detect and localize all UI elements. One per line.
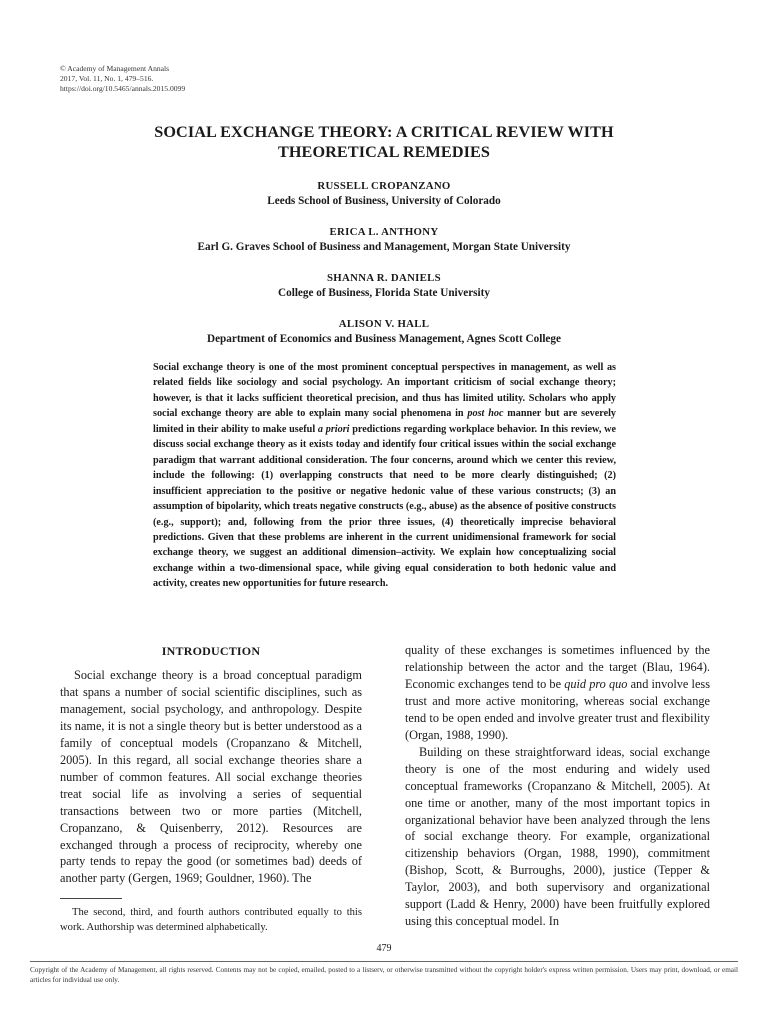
- emphasis-post-hoc: post hoc: [467, 408, 504, 420]
- author-name: ALISON V. HALL: [338, 318, 430, 330]
- author-affiliation: Leeds School of Business, University of Colorado: [267, 195, 501, 207]
- intro-paragraph-continued: quality of these exchanges is sometimes influenced by the relationship between the actor and the target (Blau, 1964). Economic exchanges tend to be quid pro quo and involve less trust and more active monitoring, whereas social exchange tend to be open ended and involve greater trust and flexibility (Organ, 1988, 1990).: [405, 643, 710, 742]
- intro-paragraph-2: Building on these straightforward ideas, social exchange theory is one of the most enduring and widely used conceptual frameworks (Cropanzano & Mitchell, 2005). At one time or another, many of the most important topics in organizational behavior have been analyzed through the lens of social exchange theory. For example, organizational citizenship behaviors (Organ, 1988, 1990), commitment (Bishop, Scott, & Burroughs, 2000), justice (Tepper & Taylor, 2003), and both supervisory and organizational support (Ladd & Henry, 2000) have been fruitfully explored using this conceptual model. In: [405, 744, 710, 929]
- author-affiliation: Earl G. Graves School of Business and Management, Morgan State University: [197, 241, 571, 253]
- footnote-text: The second, third, and fourth authors contributed equally to this work. Authorship was determined alphabetically.: [60, 907, 362, 933]
- footnote-divider: [60, 898, 122, 899]
- doi-link[interactable]: https://doi.org/10.5465/annals.2015.0099: [60, 84, 186, 93]
- author-1: [0, 179, 768, 209]
- title-line-2: THEORETICAL REMEDIES: [277, 143, 491, 161]
- copyright-notice: Copyright of the Academy of Management, all rights reserved. Contents may not be copied, emailed, posted to a listserv, or otherwise transmitted without the copyright holder's express written permission. Users may print, download, or email articles for individual use only.: [30, 966, 738, 984]
- article-title: [0, 122, 768, 162]
- abstract-text: Social exchange theory is one of the most prominent conceptual perspectives in management, as well as related fields like sociology and social psychology. An important criticism of social exchange theory; however, is that it lacks sufficient theoretical precision, and thus has limited utility. Scholars who apply social exchange theory are able to explain many social phenomena in post hoc manner but are severely limited in their ability to make useful a priori predictions regarding workplace behavior. In this review, we discuss social exchange theory as it exists today and identify four critical issues within the social exchange paradigm that warrant additional consideration. The four concerns, around which we center this review, include the following: (1) overlapping constructs that need to be more clearly distinguished; (2) insufficient appreciation to the positive or negative hedonic value of these various constructs; (3) an assumption of bipolarity, which treats negative constructs (e.g., abuse) as the absence of positive constructs (e.g., support); and, following from the prior three issues, (4) theoretically imprecise behavioral predictions. Given that these problems are inherent in the current unidimensional framework for social exchange theory, we suggest an additional dimension–activity. We explain how conceptualizing social exchange within a two-dimensional space, while giving equal consideration to both hedonic value and activity, creates new opportunities for future research.: [153, 362, 617, 590]
- copyright-divider: [30, 961, 738, 962]
- author-affiliation: Department of Economics and Business Management, Agnes Scott College: [207, 333, 561, 345]
- intro-paragraph-1: Social exchange theory is a broad conceptual paradigm that spans a number of social scientific disciplines, such as management, social psychology, and anthropology. Despite its name, it is not a single theory but is better understood as a family of conceptual models (Cropanzano & Mitchell, 2005). In this regard, all social exchange theories share a number of common features. All social exchange theories treat social life as involving a series of sequential transactions between two or more parties (Mitchell, Cropanzano, & Quisenberry, 2012). Resources are exchanged through a process of reciprocity, whereby one party tends to repay the good (or sometimes bad) deeds of another party (Gergen, 1969; Gouldner, 1960). The: [60, 668, 362, 886]
- emphasis-a-priori: a priori: [317, 423, 350, 435]
- footnote: [60, 905, 362, 935]
- emphasis-quid-pro-quo: quid pro quo: [564, 676, 628, 691]
- abstract: [153, 360, 616, 592]
- body-column-right: [405, 642, 710, 930]
- citation-block: [60, 64, 185, 94]
- author-name: SHANNA R. DANIELS: [327, 272, 441, 284]
- section-heading-introduction: INTRODUCTION: [161, 644, 261, 658]
- author-4: [0, 317, 768, 347]
- volume-info: 2017, Vol. 11, No. 1, 479–516.: [60, 74, 154, 83]
- author-2: [0, 225, 768, 255]
- page-number: 479: [376, 943, 392, 954]
- author-3: [0, 271, 768, 301]
- author-name: RUSSELL CROPANZANO: [317, 180, 451, 192]
- title-line-1: SOCIAL EXCHANGE THEORY: A CRITICAL REVIEW WITH: [154, 123, 614, 141]
- journal-name: © Academy of Management Annals: [60, 64, 170, 73]
- body-column-left: [60, 667, 362, 887]
- author-affiliation: College of Business, Florida State University: [278, 287, 490, 299]
- author-name: ERICA L. ANTHONY: [329, 226, 439, 238]
